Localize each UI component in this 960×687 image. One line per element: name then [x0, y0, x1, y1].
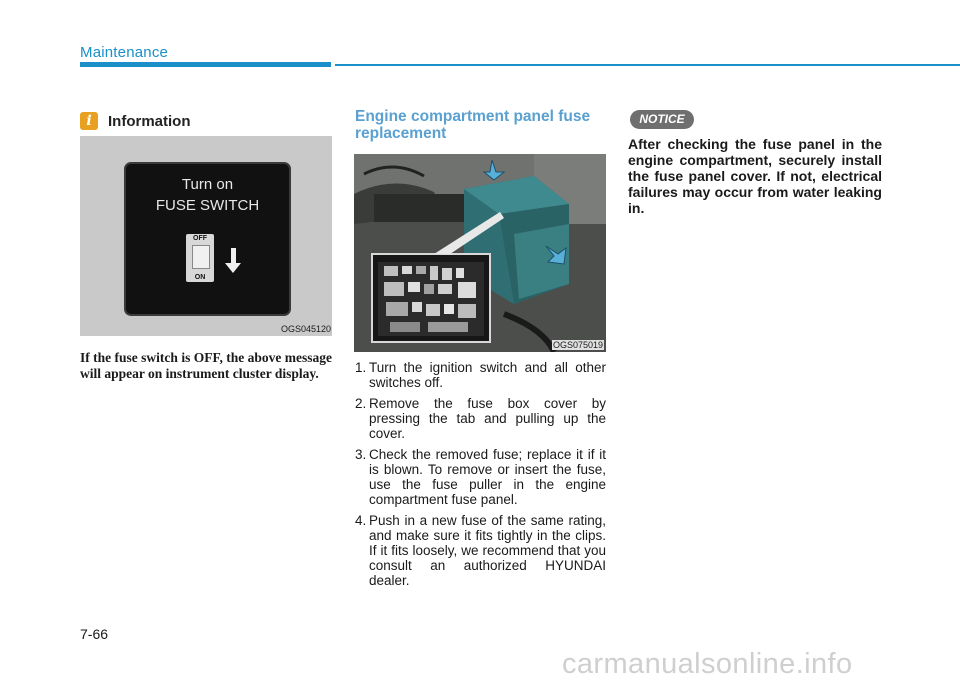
step-number: 4. [355, 513, 367, 528]
cluster-display [124, 162, 291, 316]
display-line-2: FUSE SWITCH [155, 197, 260, 214]
header-rule-thick [80, 62, 331, 67]
notice-text: After checking the fuse panel in the engine compartment, securely install the fuse panel cover. If not, electrical failures may occur from water leaking in. [628, 136, 882, 216]
page-number: 7-66 [80, 626, 109, 642]
switch-knob [192, 245, 210, 269]
list-item [355, 447, 606, 507]
info-title: Information [108, 113, 191, 130]
list-item [355, 513, 606, 588]
watermark: carmanualsonline.info [562, 648, 853, 680]
step-number: 2. [355, 396, 367, 411]
figure-code: OGS045120 [280, 324, 331, 334]
engine-photo-illustration [354, 154, 606, 352]
step-text: Turn the ignition switch and all other switches off. [369, 360, 606, 390]
step-number: 3. [355, 447, 367, 462]
down-arrow-icon [231, 248, 236, 264]
fuse-switch-figure [80, 136, 332, 336]
info-icon: i [80, 112, 98, 130]
fuse-switch-icon [186, 234, 214, 282]
list-item [355, 396, 606, 441]
switch-off-label: OFF [193, 235, 207, 242]
step-number: 1. [355, 360, 367, 375]
step-text: Remove the fuse box cover by pressing the tab and pulling up the cover. [369, 396, 606, 441]
display-line-1: Turn on [181, 176, 234, 193]
section-title: Engine compartment panel fuse replacement [355, 108, 591, 142]
procedure-steps [355, 360, 606, 594]
down-arrow-head [225, 263, 241, 273]
figure-code: OGS075019 [552, 340, 603, 350]
notice-badge: NOTICE [630, 110, 694, 129]
step-text: Check the removed fuse; replace it if it is blown. To remove or insert the fuse, use the fuse puller in the engine compartment fuse panel. [369, 447, 606, 507]
section-header: Maintenance [80, 44, 169, 61]
info-caption: If the fuse switch is OFF, the above message will appear on instrument cluster display. [80, 350, 332, 381]
list-item [355, 360, 606, 390]
engine-fuse-panel-photo [354, 154, 606, 352]
header-rule-thin [335, 64, 960, 66]
step-text: Push in a new fuse of the same rating, and make sure it fits tightly in the clips. If it fits loosely, we recommend that you consult an authorized HYUNDAI dealer. [369, 513, 606, 588]
switch-on-label: ON [194, 274, 206, 281]
